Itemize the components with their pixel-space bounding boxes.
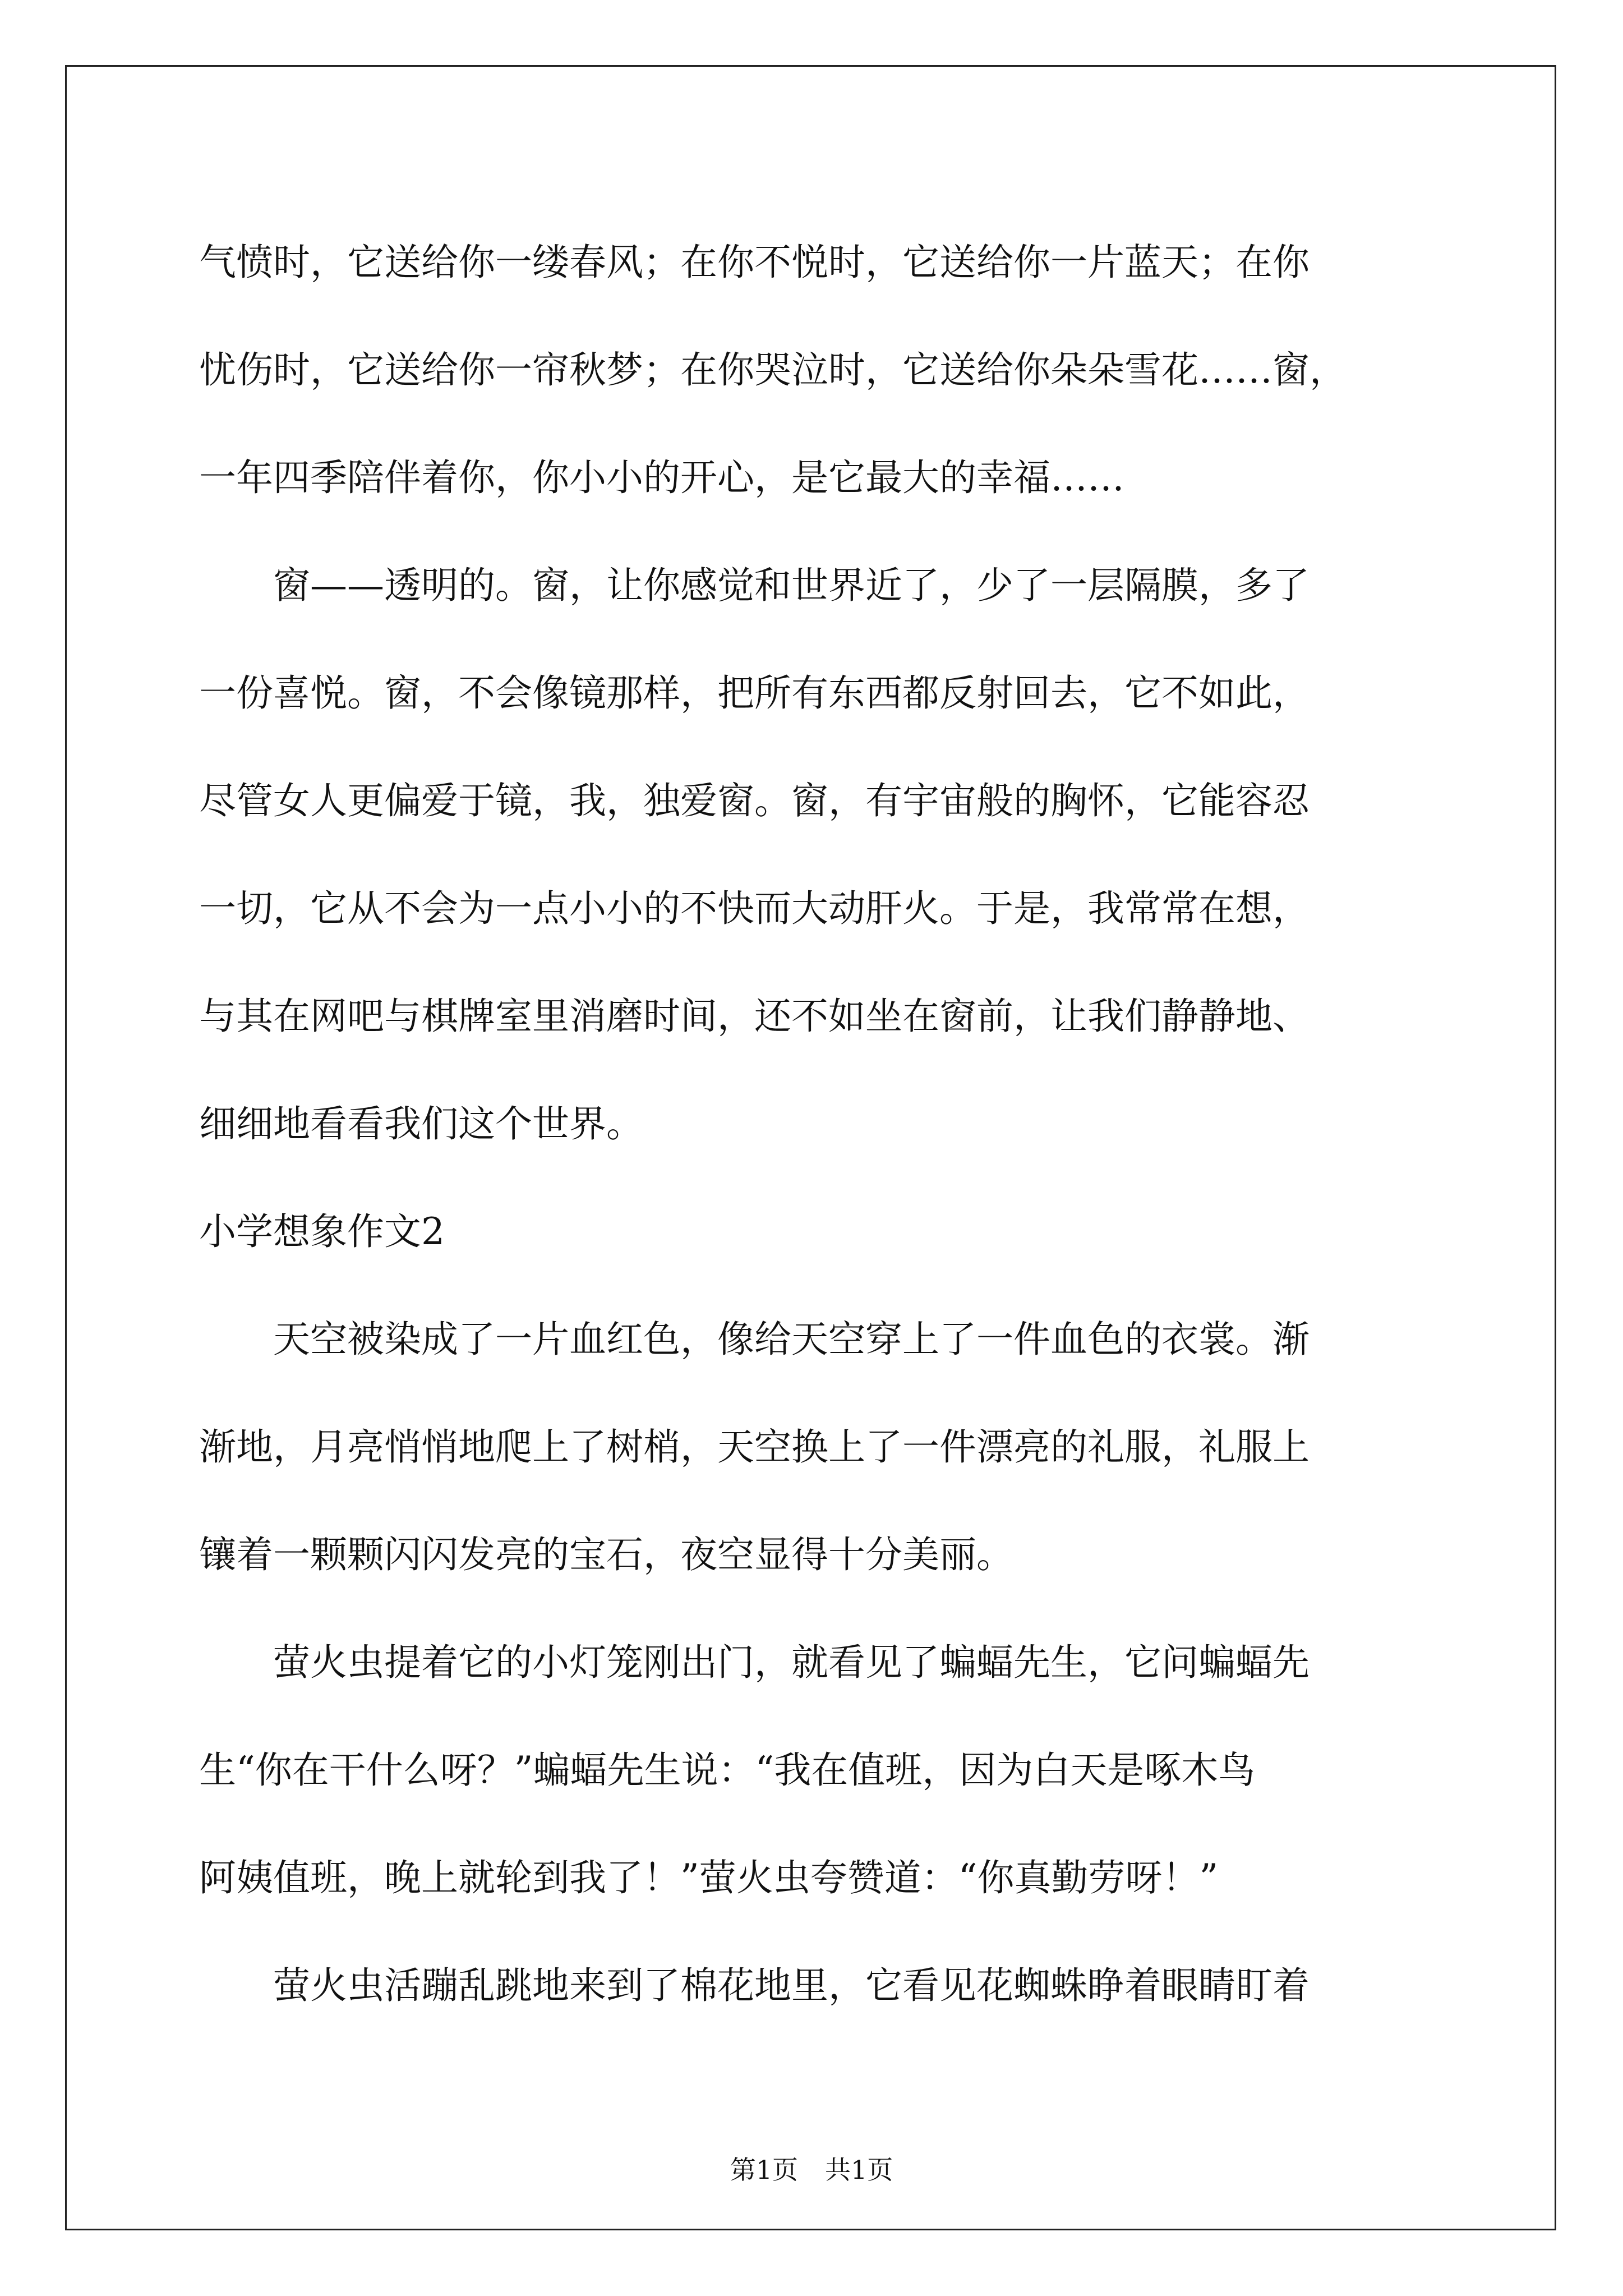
- text-line: 一份喜悦。窗，不会像镜那样，把所有东西都反射回去，它不如此，: [199, 671, 1310, 715]
- page-number: 第1页: [730, 2155, 798, 2185]
- document-body: [199, 209, 1424, 2040]
- text-line: 镶着一颗颗闪闪发亮的宝石，夜空显得十分美丽。: [199, 1533, 1013, 1576]
- page-footer: [0, 2150, 1623, 2187]
- paragraph-first-line: 萤火虫活蹦乱跳地来到了棉花地里，它看见花蜘蛛睁着眼睛盯着: [273, 1964, 1310, 2007]
- text-line: 气愤时，它送给你一缕春风；在你不悦时，它送给你一片蓝天；在你: [199, 241, 1310, 284]
- paragraph-first-line: 天空被染成了一片血红色，像给天空穿上了一件血色的衣裳。渐: [273, 1318, 1310, 1361]
- text-line: 尽管女人更偏爱于镜，我，独爱窗。窗，有宇宙般的胸怀，它能容忍: [199, 779, 1310, 822]
- text-line: 忧伤时，它送给你一帘秋梦；在你哭泣时，它送给你朵朵雪花……窗，: [199, 348, 1347, 392]
- paragraph-first-line: 窗——透明的。窗，让你感觉和世界近了，少了一层隔膜，多了: [273, 564, 1310, 607]
- page-total: 共1页: [825, 2155, 893, 2185]
- text-line: 细细地看看我们这个世界。: [199, 1102, 643, 1145]
- text-line: 阿姨值班，晚上就轮到我了！”萤火虫夸赞道：“你真勤劳呀！”: [199, 1856, 1219, 1899]
- text-line: 一切，它从不会为一点小小的不快而大动肝火。于是，我常常在想，: [199, 887, 1310, 930]
- text-line: 生“你在干什么呀？”蝙蝠先生说：“我在值班，因为白天是啄木鸟: [199, 1749, 1256, 1792]
- section-heading: 小学想象作文2: [199, 1210, 445, 1253]
- text-line: 一年四季陪伴着你，你小小的开心，是它最大的幸福……: [199, 456, 1124, 499]
- paragraph-first-line: 萤火虫提着它的小灯笼刚出门，就看见了蝙蝠先生，它问蝙蝠先: [273, 1641, 1310, 1684]
- text-line: 与其在网吧与棋牌室里消磨时间，还不如坐在窗前，让我们静静地、: [199, 995, 1310, 1038]
- text-line: 渐地，月亮悄悄地爬上了树梢，天空换上了一件漂亮的礼服，礼服上: [199, 1425, 1310, 1469]
